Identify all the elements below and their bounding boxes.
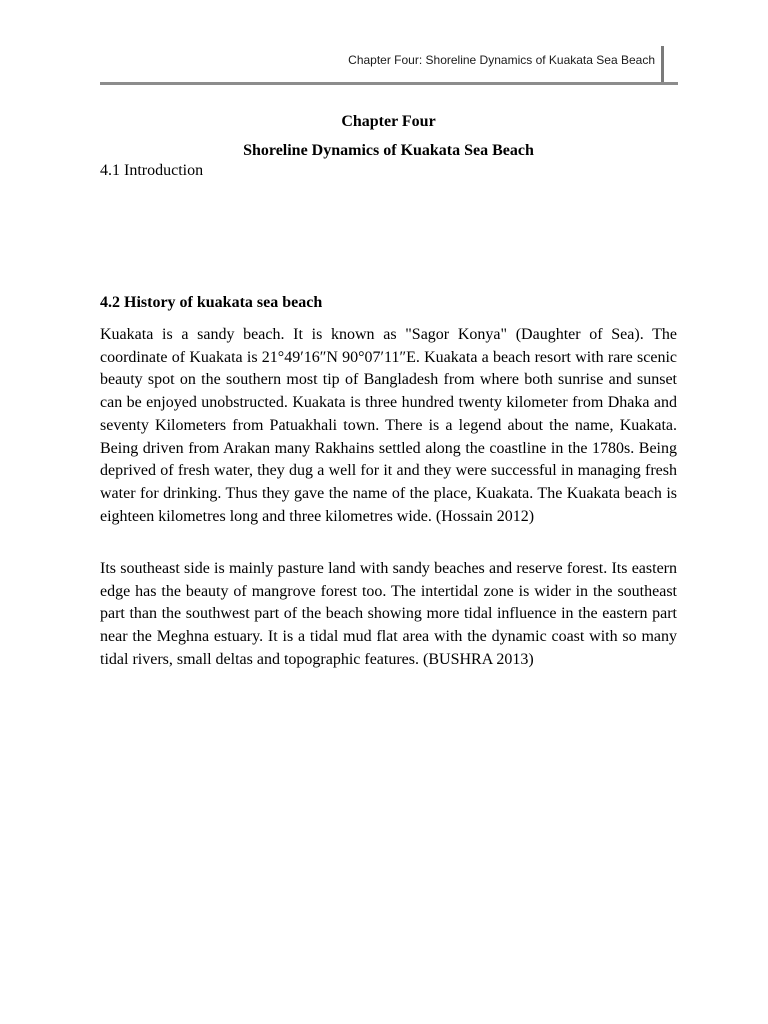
body-paragraph-2: Its southeast side is mainly pasture land with sandy beaches and reserve forest. Its eastern edge has the beauty of mangrove forest too. The intertidal zone is wider in the southeast part than the southwest part of the beach showing more tidal influence in the eastern part near the Meghna estuary. It is a tidal mud flat area with the dynamic coast with so many tidal rivers, small deltas and topographic features. (BUSHRA 2013) [100, 560, 677, 668]
header-rule [100, 82, 678, 85]
header-vertical-bar [661, 46, 664, 84]
chapter-name-title: Shoreline Dynamics of Kuakata Sea Beach [243, 142, 534, 159]
chapter-number-title: Chapter Four [341, 113, 436, 130]
body-paragraph-1: Kuakata is a sandy beach. It is known as "Sagor Konya" (Daughter of Sea). The coordinate of Kuakata is 21°49′16″N 90°07′11″E. Kuakata a beach resort with rare scenic beauty spot on the southern most tip of Bangladesh from where both sunrise and sunset can be enjoyed unobstructed. Kuakata is three hundred twenty kilometer from Dhaka and seventy Kilometers from Patuakhali town. There is a legend about the name, Kuakata. Being driven from Arakan many Rakhains settled along the coastline in the 1780s. Being deprived of fresh water, they dug a well for it and they were successful in managing fresh water for drinking. Thus they gave the name of the place, Kuakata. The Kuakata beach is eighteen kilometres long and three kilometres wide. (Hossain 2012) [100, 326, 677, 525]
section-heading-history: 4.2 History of kuakata sea beach [100, 294, 323, 311]
section-heading-introduction: 4.1 Introduction [100, 162, 204, 179]
running-header: Chapter Four: Shoreline Dynamics of Kuakata Sea Beach [348, 53, 655, 67]
